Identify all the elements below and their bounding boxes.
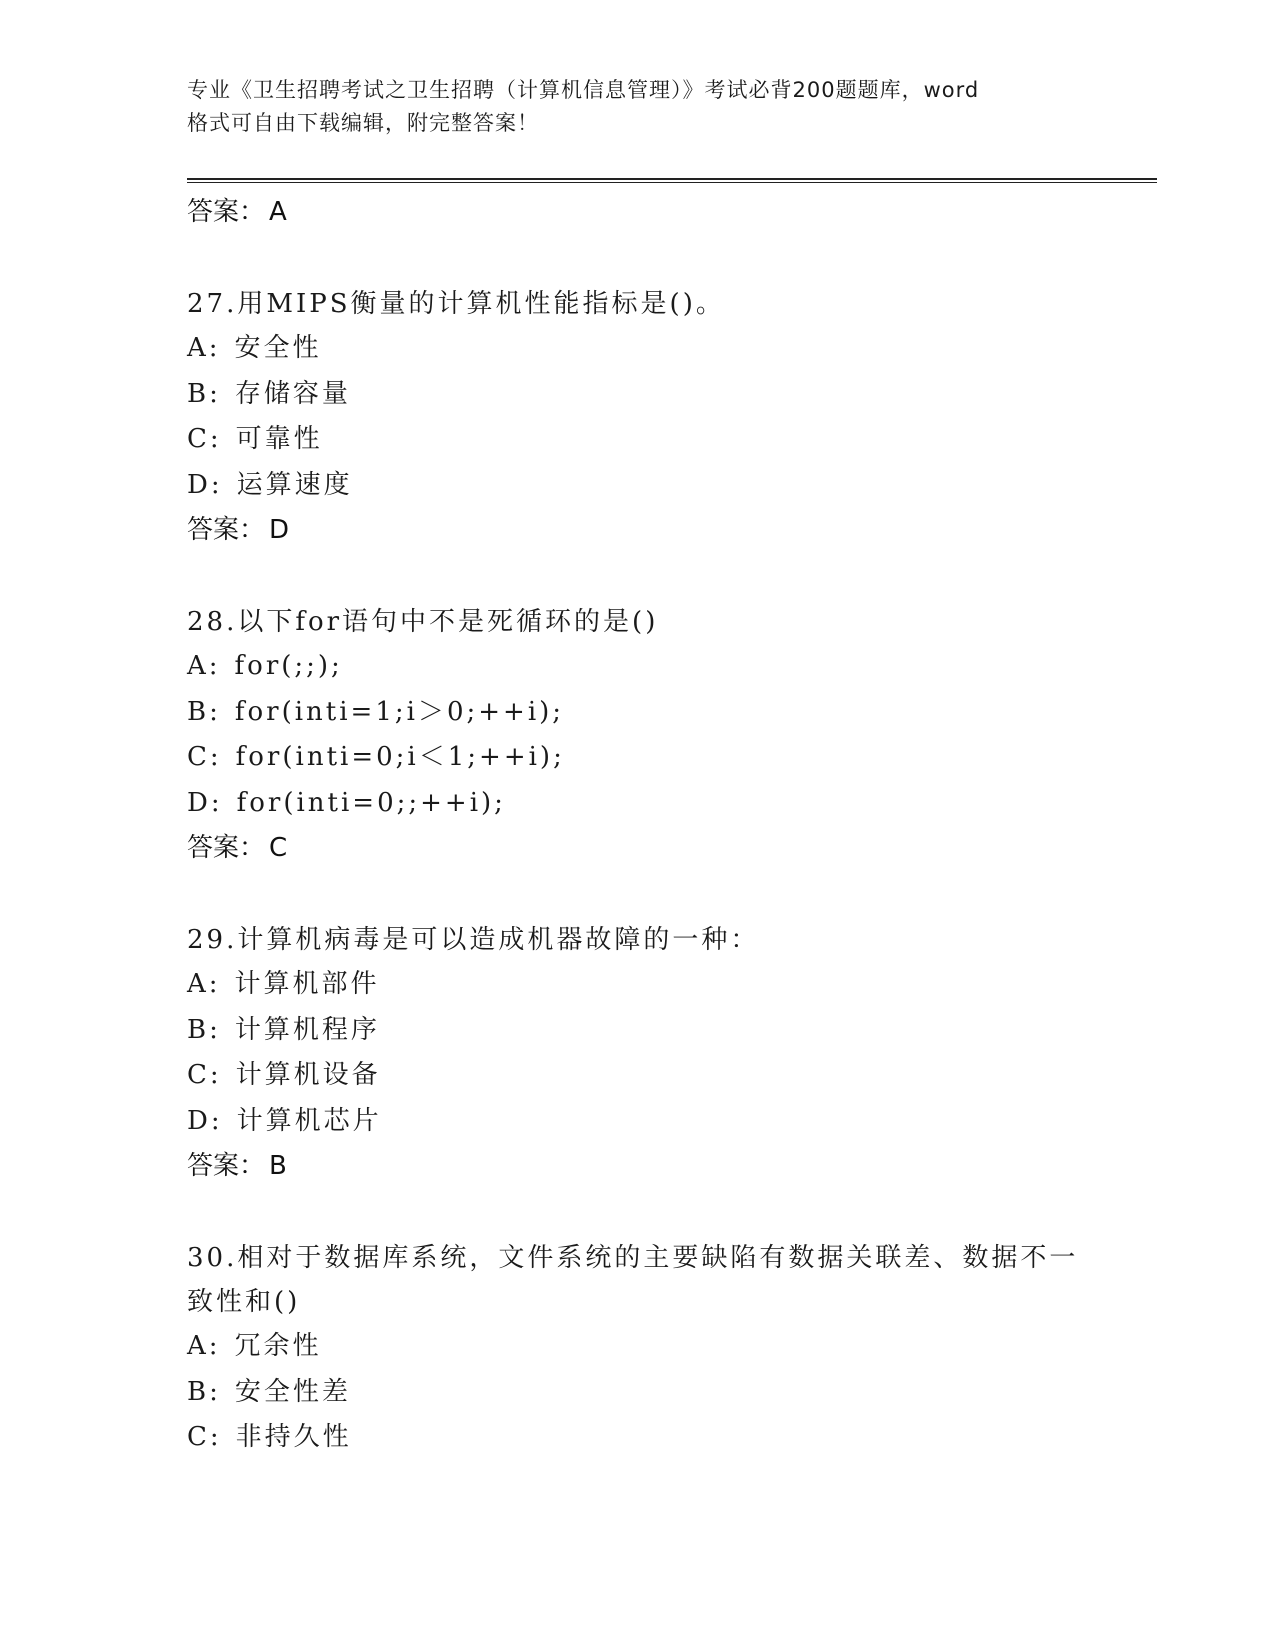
option-text: for(;;);: [234, 651, 343, 681]
option-text: 存储容量: [234, 378, 351, 409]
answer-line: [187, 190, 1087, 236]
option-text: 可靠性: [235, 424, 323, 454]
option-b: [187, 690, 1087, 736]
option-text: 运算速度: [236, 469, 353, 500]
question-text: 28.以下for语句中不是死循环的是(): [187, 607, 659, 637]
answer-line: [187, 508, 1087, 554]
option-letter: D:: [187, 787, 223, 818]
option-text: 计算机部件: [234, 969, 380, 999]
option-a: [187, 1324, 1087, 1370]
answer-label: 答案：: [187, 197, 266, 227]
option-text: 冗余性: [234, 1331, 322, 1361]
option-c: [187, 735, 1087, 781]
answer-value: D: [269, 515, 290, 545]
option-letter: C:: [187, 424, 222, 454]
question-text-line-2: 致性和(): [187, 1287, 301, 1317]
option-text: 安全性: [234, 333, 322, 363]
question-item: [187, 1190, 1087, 1461]
option-d: [187, 1099, 1087, 1145]
option-text: 非持久性: [235, 1422, 352, 1452]
option-text: 计算机程序: [234, 1014, 380, 1045]
option-a: [187, 644, 1087, 690]
option-letter: B:: [187, 378, 221, 409]
option-letter: D:: [187, 469, 223, 500]
option-text: 计算机芯片: [236, 1105, 382, 1136]
option-text: 安全性差: [234, 1376, 351, 1407]
option-c: [187, 1415, 1087, 1461]
question-text: 29.计算机病毒是可以造成机器故障的一种：: [187, 925, 760, 955]
answer-line: [187, 826, 1087, 872]
option-d: [187, 781, 1087, 827]
option-letter: C:: [187, 1060, 222, 1090]
option-letter: A:: [187, 969, 221, 999]
question-item: [187, 236, 1087, 554]
answer-label: 答案：: [187, 833, 266, 863]
option-text: for(inti=0;;++i);: [236, 787, 506, 818]
answer-line: [187, 1144, 1087, 1190]
option-letter: A:: [187, 651, 221, 681]
option-letter: B:: [187, 1376, 221, 1407]
question-list: [187, 190, 1087, 1461]
option-letter: C:: [187, 742, 222, 772]
header-divider: [187, 178, 1157, 183]
header-line-2: 格式可自由下载编辑，附完整答案！: [187, 111, 539, 135]
option-b: [187, 372, 1087, 418]
option-a: [187, 326, 1087, 372]
option-d: [187, 463, 1087, 509]
option-c: [187, 1053, 1087, 1099]
header-line-1: 专业《卫生招聘考试之卫生招聘（计算机信息管理）》考试必背200题题库，word: [187, 78, 980, 102]
question-item: [187, 872, 1087, 1190]
option-letter: C:: [187, 1422, 222, 1452]
answer-value: B: [269, 1151, 287, 1181]
option-c: [187, 417, 1087, 463]
question-item: [187, 554, 1087, 872]
document-header: [187, 74, 1087, 140]
option-letter: A:: [187, 333, 221, 363]
option-letter: B:: [187, 1014, 221, 1045]
option-letter: B:: [187, 696, 221, 727]
answer-label: 答案：: [187, 1151, 266, 1181]
option-text: for(inti=0;i＜1;++i);: [235, 742, 565, 772]
answer-value: C: [269, 833, 288, 863]
option-text: 计算机设备: [235, 1060, 381, 1090]
option-a: [187, 962, 1087, 1008]
answer-value: A: [269, 197, 287, 227]
option-b: [187, 1008, 1087, 1054]
question-text: 27.用MIPS衡量的计算机性能指标是()。: [187, 289, 725, 319]
option-letter: D:: [187, 1105, 223, 1136]
answer-label: 答案：: [187, 515, 266, 545]
question-text: 30.相对于数据库系统，文件系统的主要缺陷有数据关联差、数据不一: [187, 1243, 1079, 1273]
option-b: [187, 1370, 1087, 1416]
option-text: for(inti=1;i＞0;++i);: [234, 696, 565, 727]
option-letter: A:: [187, 1331, 221, 1361]
